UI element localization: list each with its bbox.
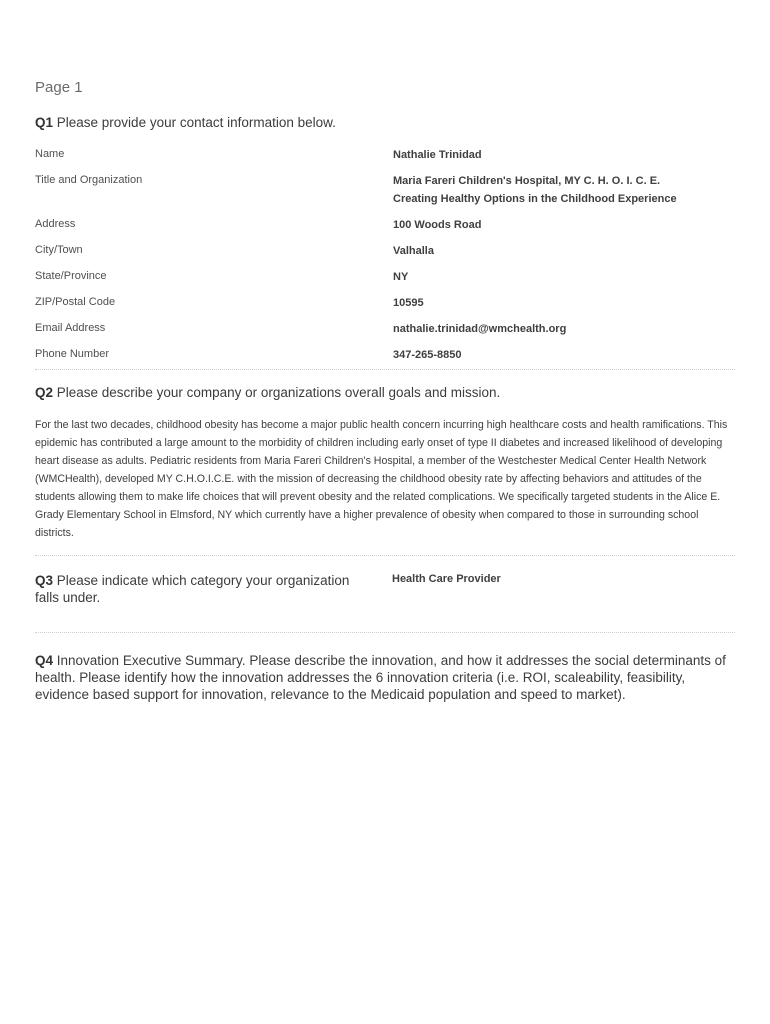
field-value-line-2: Creating Healthy Options in the Childhood Experience xyxy=(393,193,677,205)
page-label: Page 1 xyxy=(35,79,83,96)
field-value: Valhalla xyxy=(393,245,434,257)
field-value xyxy=(393,172,735,208)
field-label: Name xyxy=(35,148,65,160)
contact-row-name xyxy=(35,146,735,164)
section-divider xyxy=(35,632,735,633)
q3-number: Q3 xyxy=(35,573,54,588)
section-divider xyxy=(35,369,735,370)
field-value-line-1: Maria Fareri Children's Hospital, MY C. H. O. I. C. E. xyxy=(393,175,661,187)
field-label: Address xyxy=(35,218,76,230)
contact-row-title-organization xyxy=(35,172,735,208)
field-value: 347-265-8850 xyxy=(393,349,462,361)
contact-info-table xyxy=(35,146,735,372)
q3-answer: Health Care Provider xyxy=(392,573,501,585)
field-label: Title and Organization xyxy=(35,174,143,186)
q2-answer: For the last two decades, childhood obesity has become a major public health concern incurring high healthcare costs and health ramifications. This epidemic has contributed a large amount to the morbidity of children including early onset of type II diabetes and increased likelihood of developing heart disease as adults. Pediatric residents from Maria Fareri Children's Hospital, a member of the Westchester Medical Center Health Network (WMCHealth), developed MY C.H.O.I.C.E. with the mission of decreasing the childhood obesity rate by affecting behaviors and attitudes of the students allowing them to make life choices that will prevent obesity and the related complications. We specifically targeted students in the Alice E. Grady Elementary School in Elmsford, NY which currently have a higher prevalence of obesity when compared to those in surrounding school districts. xyxy=(35,419,728,539)
field-value: Nathalie Trinidad xyxy=(393,149,482,161)
section-divider xyxy=(35,555,735,556)
q2-number: Q2 xyxy=(35,385,54,400)
q1-question: Please provide your contact information below. xyxy=(53,115,336,130)
field-label: Phone Number xyxy=(35,348,109,360)
q1-number: Q1 xyxy=(35,115,54,130)
field-label: City/Town xyxy=(35,244,83,256)
contact-row-address xyxy=(35,216,735,234)
q4-question: Innovation Executive Summary. Please describe the innovation, and how it addresses the social determinants of health. Please identify how the innovation addresses the 6 innovation criteria (i.e. ROI, scaleability, feasibility, evidence based support for innovation, relevance to the Medicaid population and speed to market). xyxy=(35,653,726,702)
q2-question: Please describe your company or organizations overall goals and mission. xyxy=(53,385,501,400)
field-value: NY xyxy=(393,271,409,283)
q3-heading xyxy=(35,572,365,606)
q4-number: Q4 xyxy=(35,653,54,668)
field-value: 10595 xyxy=(393,297,424,309)
q4-heading xyxy=(35,652,735,703)
q1-heading xyxy=(35,114,336,131)
contact-row-city xyxy=(35,242,735,260)
field-label: State/Province xyxy=(35,270,107,282)
contact-row-zip xyxy=(35,294,735,312)
contact-row-email xyxy=(35,320,735,338)
contact-row-state xyxy=(35,268,735,286)
q3-question: Please indicate which category your organization falls under. xyxy=(35,573,350,605)
field-label: Email Address xyxy=(35,322,106,334)
field-label: ZIP/Postal Code xyxy=(35,296,116,308)
contact-row-phone xyxy=(35,346,735,364)
field-value: 100 Woods Road xyxy=(393,219,482,231)
q2-heading xyxy=(35,384,500,401)
field-value: nathalie.trinidad@wmchealth.org xyxy=(393,323,567,335)
